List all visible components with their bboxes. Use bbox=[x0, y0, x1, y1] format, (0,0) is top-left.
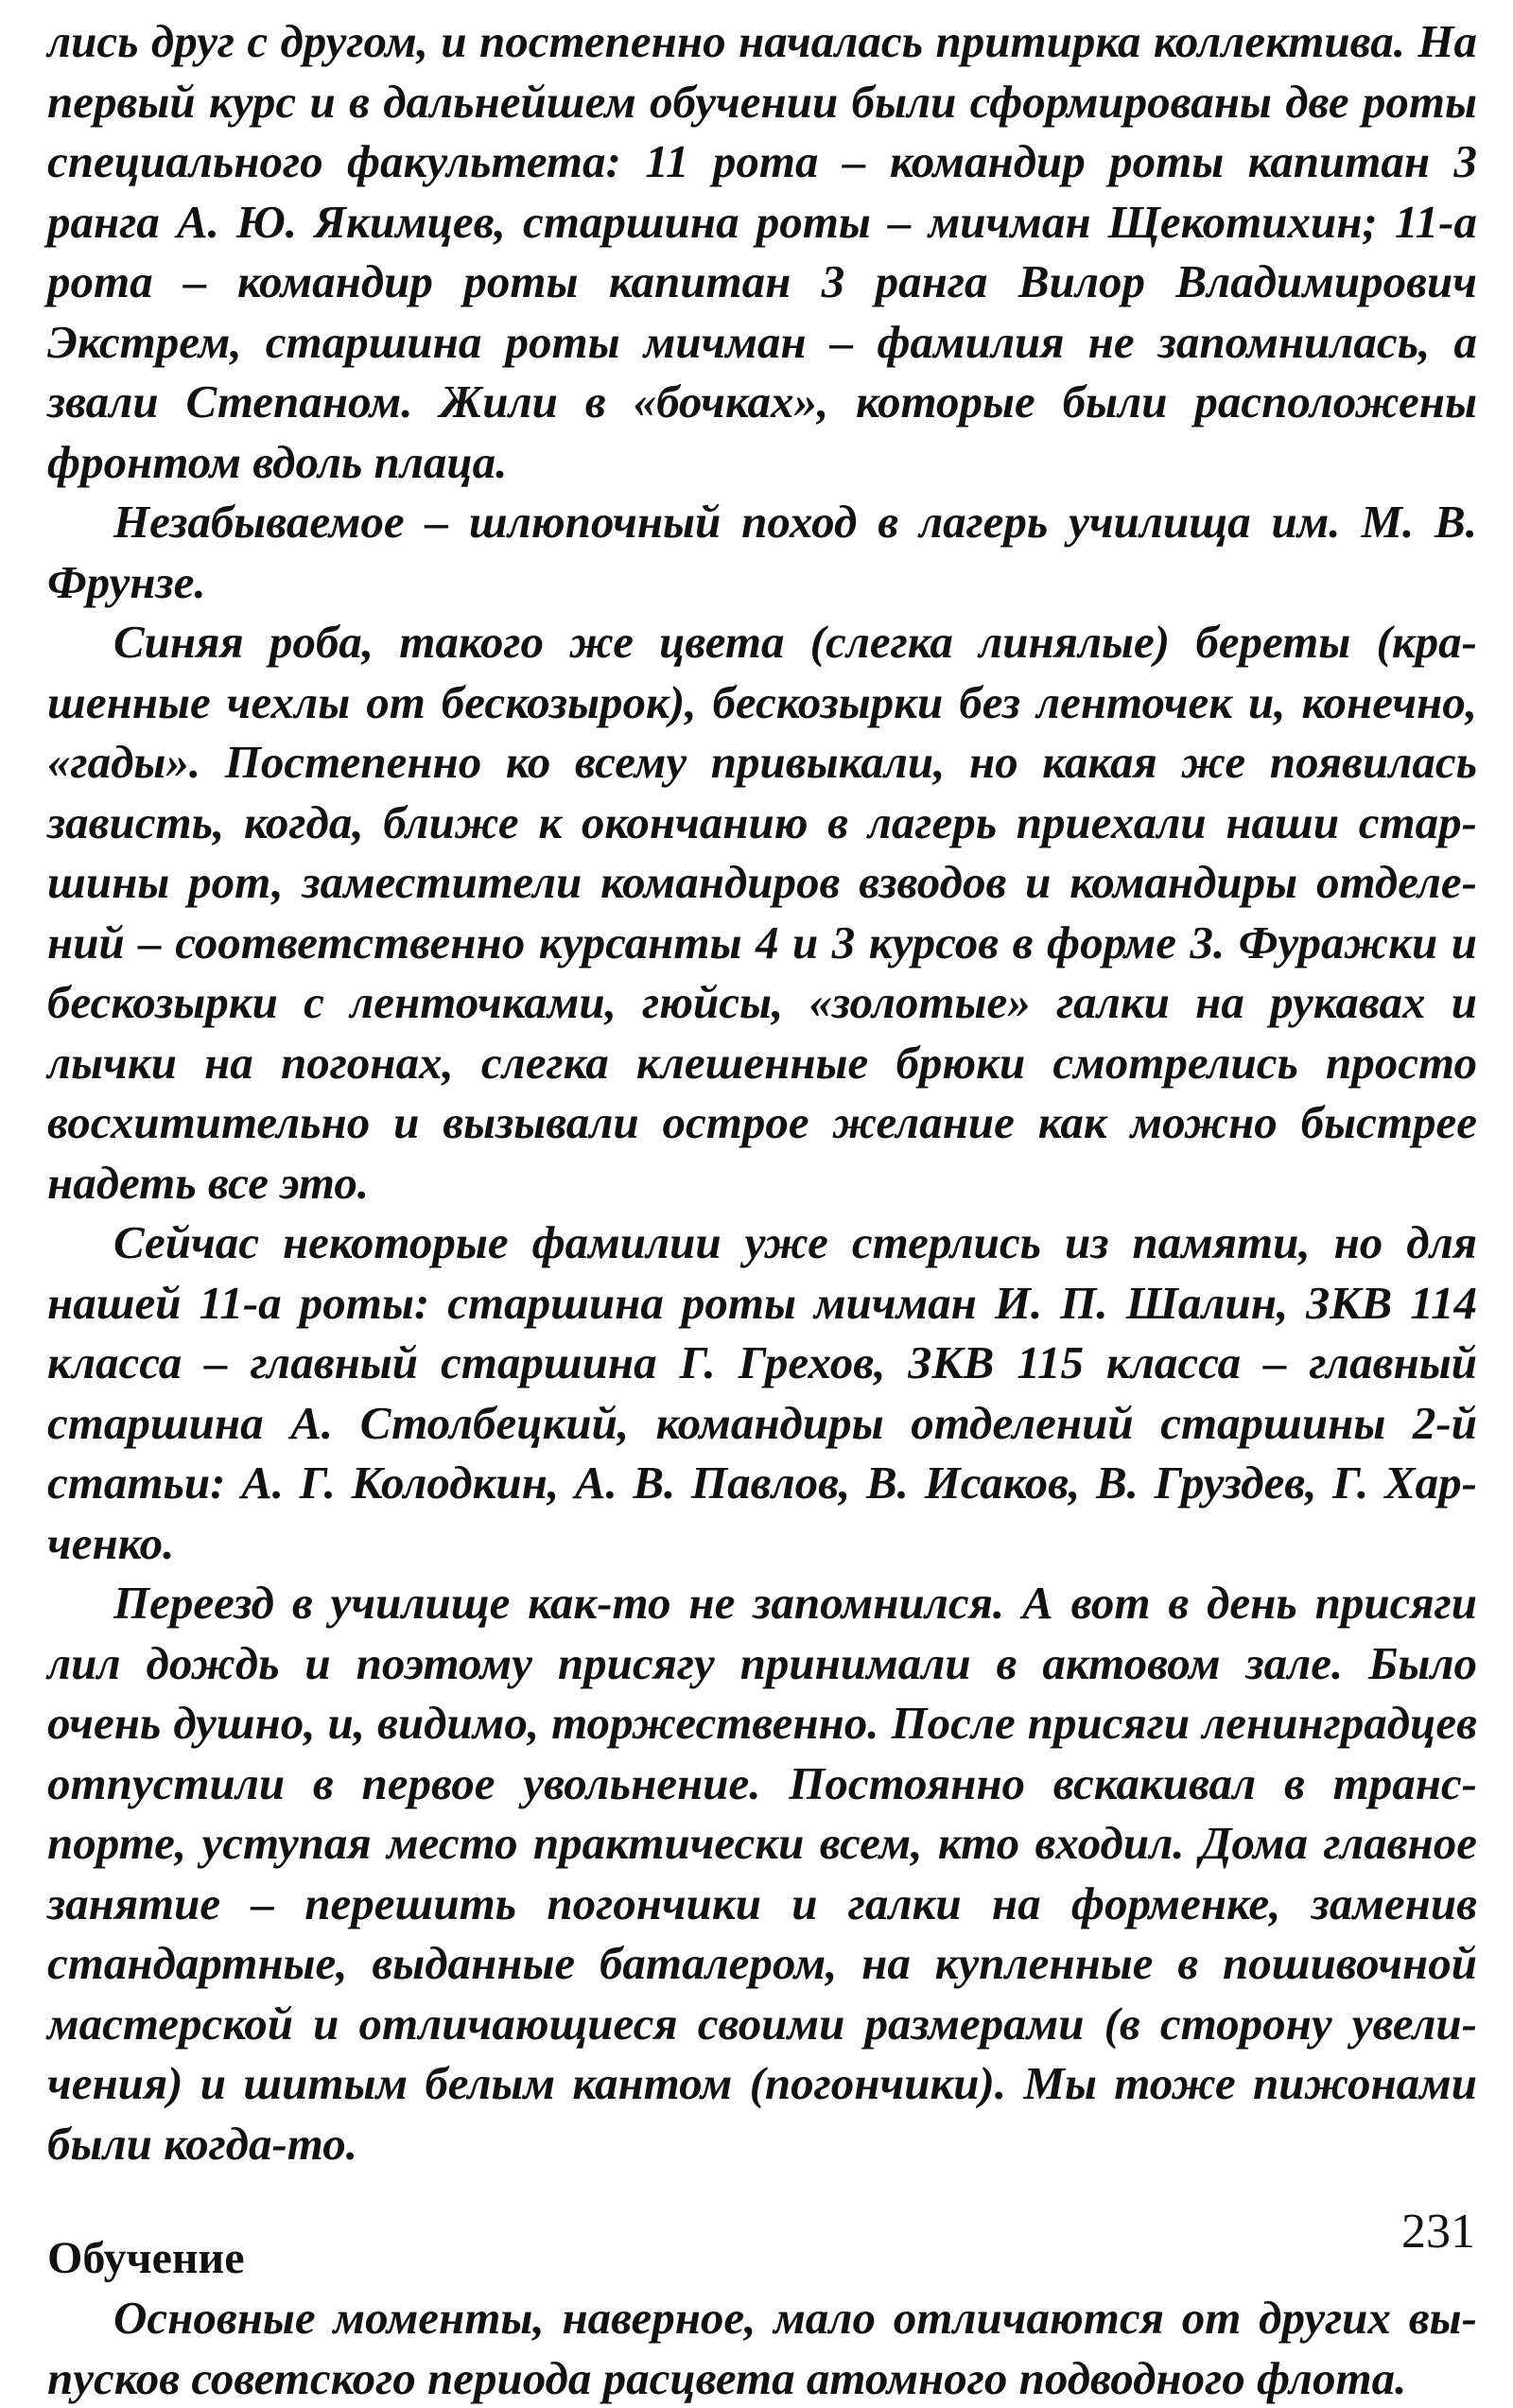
section-spacer bbox=[47, 2173, 1477, 2228]
paragraph-training: Основные моменты, наверное, мало отличаются от других выпусков советского периода расцвета атомного подводного флота. bbox=[47, 2292, 1477, 2404]
book-page bbox=[47, 11, 1477, 2404]
paragraph-names: Сейчас некоторые фамилии уже стерлись из памяти, но для нашей 11-а роты: старшина роты мичман И. П. Шалин, ЗКВ 114 класса – главный старшина Г. Грехов, ЗКВ 115 класса – главный старшина А. Столбецкий, командиры отделений старшины 2-й статьи: А. Г. Колодкин, А. В. Павлов, В. Исаков, В. Груздев, Г. Харченко. bbox=[47, 1216, 1477, 1569]
page-number: 231 bbox=[1401, 2205, 1475, 2259]
paragraph-uniform: Синяя роба, такого же цвета (слегка линялые) береты (крашенные чехлы от бескозырок), бескозырки без ленточек и, конечно, «гады». Постепенно ко всему привыкали, но какая же появилась зависть, когда, ближе к окончанию в лагерь приехали наши старшины рот, заместители командиров взводов и командиры отделений – соответственно курсанты 4 и 3 курсов в форме 3. Фуражки и бескозырки с ленточками, гюйсы, «золотые» галки на рукавах и лычки на погонах, слегка клешенные брюки смотрелись просто восхитительно и вызывали острое желание как можно быстрее надеть все это. bbox=[47, 616, 1477, 1209]
paragraph-boat-trip: Незабываемое – шлюпочный поход в лагерь училища им. М. В. Фрунзе. bbox=[47, 496, 1477, 608]
section-heading: Обучение bbox=[47, 2233, 245, 2283]
paragraph-continued: лись друг с другом, и постепенно началась притирка коллектива. На первый курс и в дальнейшем обучении были сформированы две роты специального факультета: 11 рота – командир роты капитан 3 ранга А. Ю. Якимцев, старшина роты – мичман Щекотихин; 11-а рота – командир роты капитан 3 ранга Вилор Владимирович Экстрем, старшина роты мичман – фамилия не запомнилась, а звали Степаном. Жили в «бочках», которые были расположены фронтом вдоль плаца. bbox=[47, 15, 1477, 488]
paragraph-oath: Переезд в училище как-то не запомнился. А вот в день присяги лил дождь и поэтому присягу принимали в актовом зале. Было очень душно, и, видимо, торжественно. После присяги ленинградцев отпустили в первое увольнение. Постоянно вскакивал в транспорте, уступая место практически всем, кто входил. Дома главное занятие – перешить погончики и галки на форменке, заменив стандартные, выданные баталером, на купленные в пошивочной мастерской и отличающиеся своими размерами (в сторону увеличения) и шитым белым кантом (погончики). Мы тоже пижонами были когда-то. bbox=[47, 1577, 1477, 2170]
